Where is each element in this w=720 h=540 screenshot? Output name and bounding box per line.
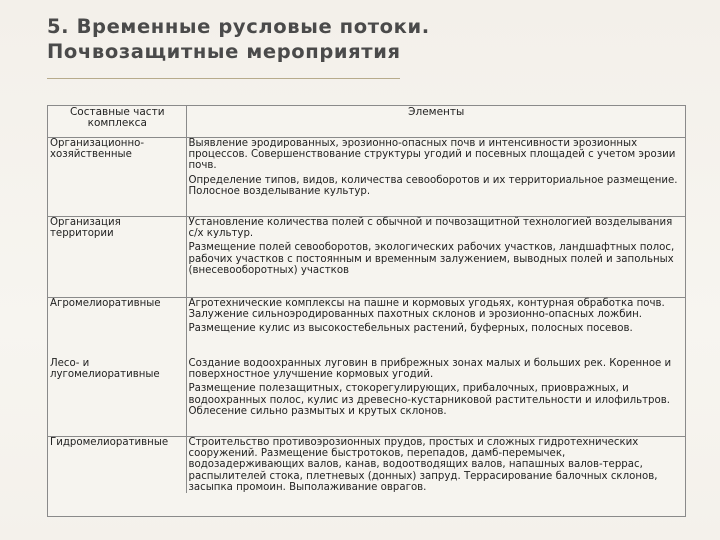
page-title bbox=[47, 14, 687, 64]
row-elements bbox=[186, 298, 685, 359]
row-part: Организационно-хозяйственные bbox=[48, 138, 186, 217]
measures-table bbox=[47, 105, 686, 517]
table-row bbox=[48, 138, 685, 217]
element-text: Создание водоохранных луговин в прибрежных зонах малых и больших рек. Коренное и поверхностное улучшение кормовых угодий. bbox=[188, 358, 672, 381]
table-row bbox=[48, 298, 685, 359]
title-line-2: Почвозащитные мероприятия bbox=[47, 40, 401, 63]
row-part: Организация территории bbox=[48, 217, 186, 298]
table-row bbox=[48, 437, 685, 494]
element-text: Размещение полей севооборотов, экологических рабочих участков, ландшафтных полос, рабочих участков с постоянным и временным залужением, выводных полей и запольных (внесевооборотных) участков bbox=[188, 242, 675, 276]
title-underline bbox=[47, 78, 400, 79]
element-text: Установление количества полей с обычной и почвозащитной технологией возделывания с/х культур. bbox=[188, 217, 673, 240]
element-text: Выявление эродированных, эрозионно-опасных почв и интенсивности эрозионных процессов. Совершенствование структуры угодий и посевных площадей с учетом эрозии почв. bbox=[188, 138, 676, 172]
row-elements bbox=[186, 217, 685, 298]
table-row bbox=[48, 358, 685, 437]
header-parts: Составные части комплекса bbox=[48, 106, 186, 138]
row-part: Лесо- и лугомелиоративные bbox=[48, 358, 186, 437]
row-elements bbox=[186, 138, 685, 217]
element-text: Строительство противоэрозионных прудов, простых и сложных гидротехнических сооружений. Размещение быстротоков, перепадов, дамб-перемычек, водозадерживающих валов, канав, водоотводящих валов, напашных валов-террас, распылителей стока, плетневых (донных) запруд. Террасирование балочных склонов, засыпка промоин. Выполаживание оврагов. bbox=[188, 437, 658, 493]
table-row bbox=[48, 217, 685, 298]
element-text: Агротехнические комплексы на пашне и кормовых угодьях, контурная обработка почв. Залужение сильноэродированных пахотных склонов и эрозионно-опасных ложбин. bbox=[188, 298, 665, 321]
row-part: Гидромелиоративные bbox=[48, 437, 186, 494]
row-elements bbox=[186, 358, 685, 437]
row-elements bbox=[186, 437, 685, 494]
header-elements: Элементы bbox=[186, 106, 685, 138]
element-text: Размещение кулис из высокостебельных растений, буферных, полосных посевов. bbox=[188, 323, 633, 335]
element-text: Размещение полезащитных, стокорегулирующих, прибалочных, приовражных, и водоохранных полос, кулис из древесно-кустарниковой растительности и илофильтров. Облесение сильно размытых и крутых склонов. bbox=[188, 383, 670, 417]
row-part: Агромелиоративные bbox=[48, 298, 186, 359]
title-line-1: 5. Временные русловые потоки. bbox=[47, 15, 430, 38]
element-text: Определение типов, видов, количества севооборотов и их территориальное размещение. Полосное возделывание культур. bbox=[188, 174, 678, 197]
